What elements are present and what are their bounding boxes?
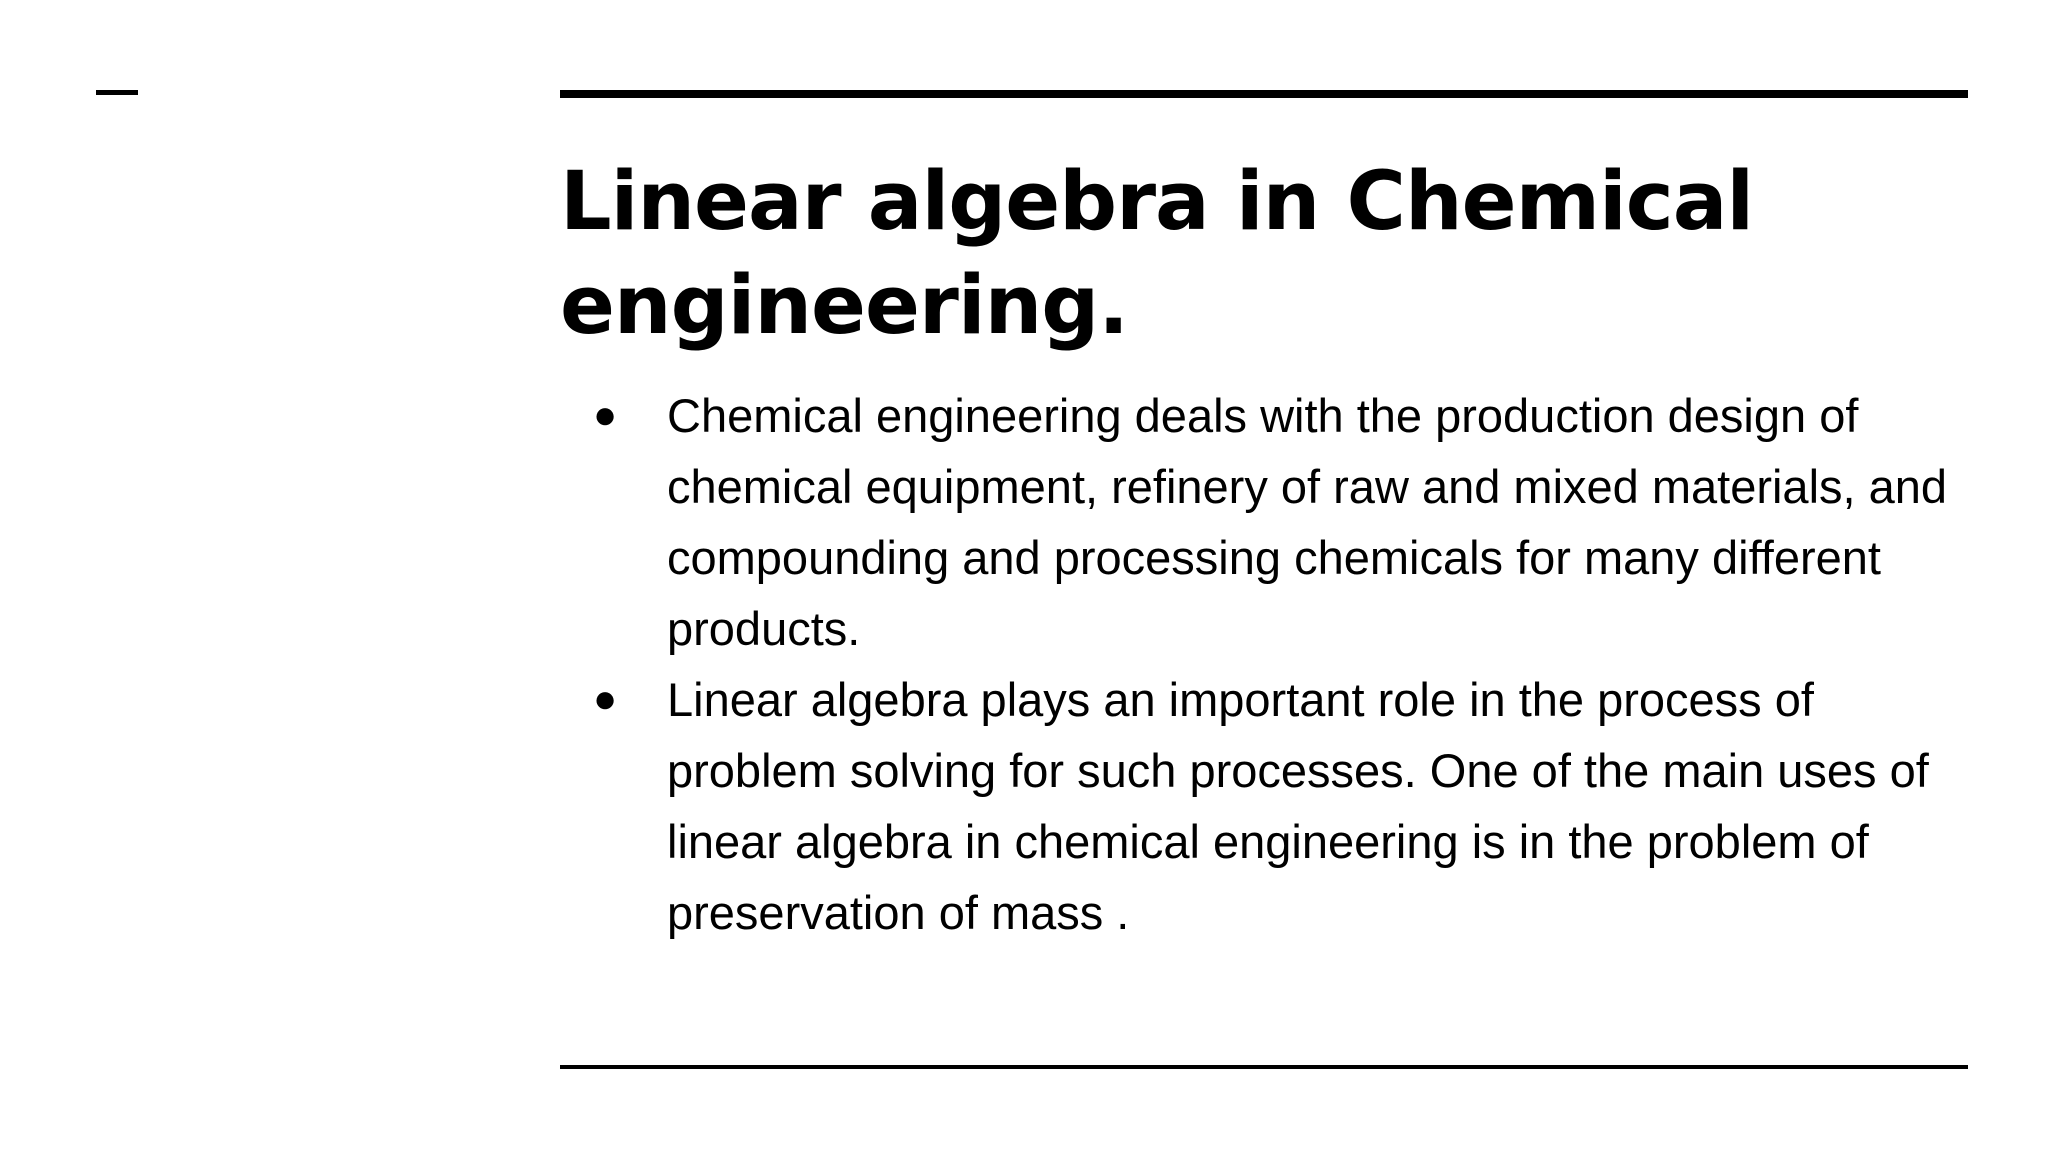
slide-title: Linear algebra in Chemical engineering. [560,155,1754,353]
bullet-marker: ● [593,677,618,721]
bullet-list [560,380,1960,948]
bottom-divider-line [560,1065,1968,1069]
bullet-item-linear-algebra [560,664,1960,948]
bullet-text: Chemical engineering deals with the production design of chemical equipment, refinery of raw and mixed materials, and compounding and processing chemicals for many different products. [667,389,1948,655]
bullet-text: Linear algebra plays an important role in the process of problem solving for such processes. One of the main uses of linear algebra in chemical engineering is in the problem of preservation of mass . [667,673,1929,939]
corner-dash-decoration [96,90,138,95]
bullet-item-chemical-engineering [560,380,1960,664]
top-divider-line [560,90,1968,98]
bullet-marker: ● [593,393,618,437]
